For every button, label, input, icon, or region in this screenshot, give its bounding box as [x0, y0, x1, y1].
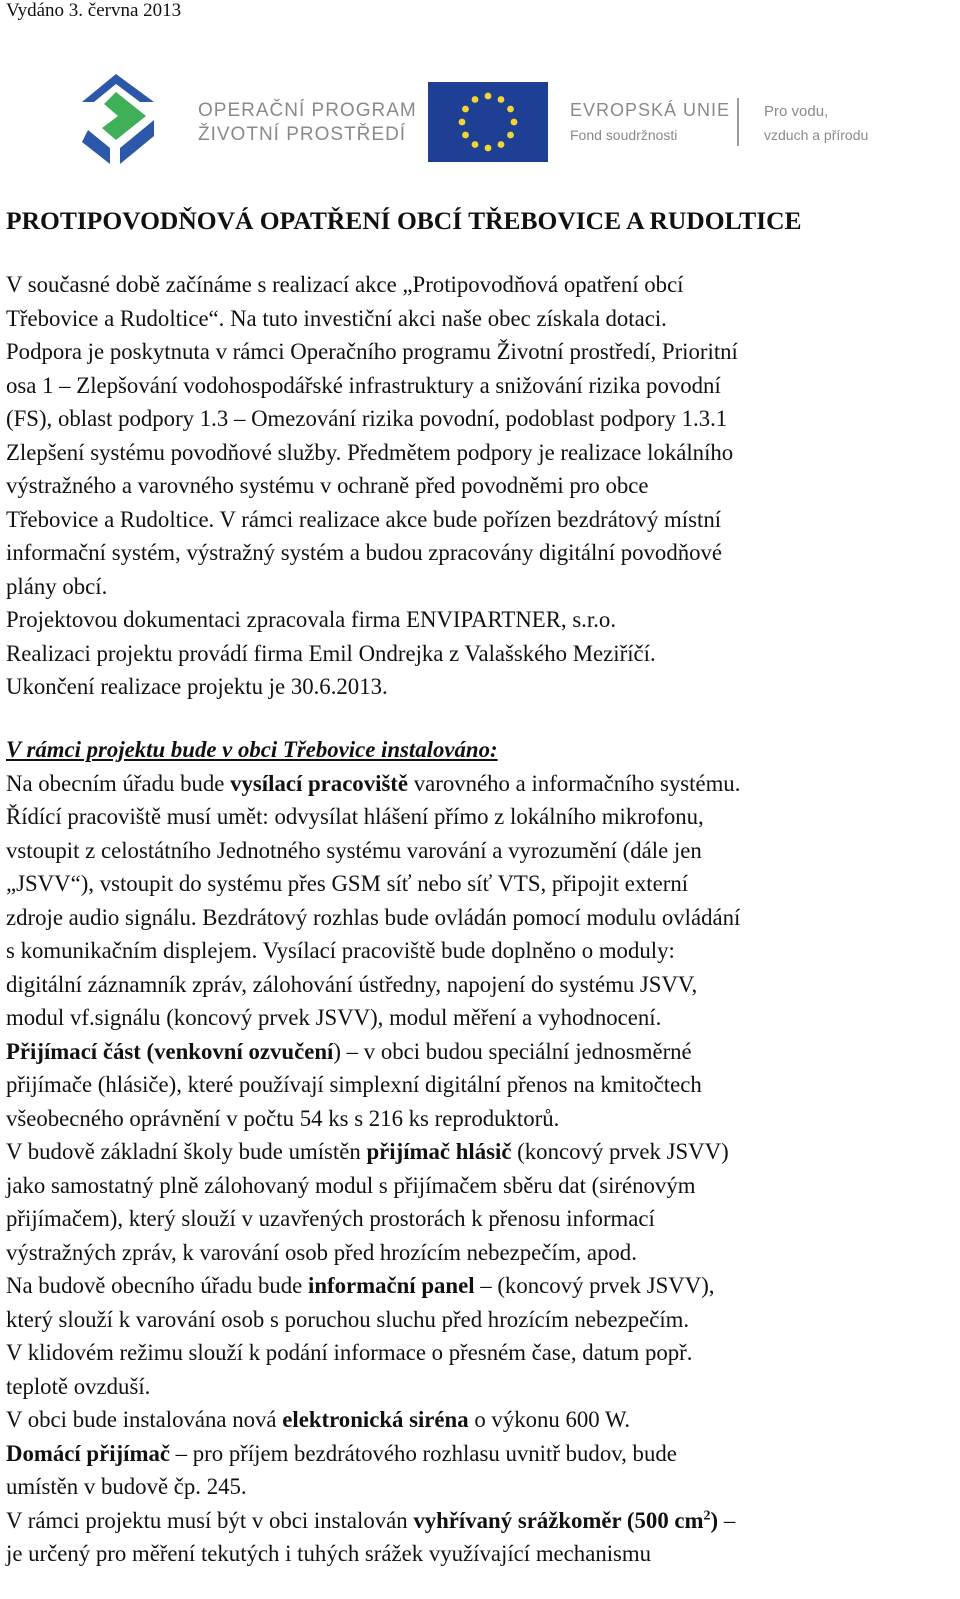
- text-line: zdroje audio signálu. Bezdrátový rozhlas bude ovládán pomocí modulu ovládání: [6, 904, 741, 930]
- key-term: přijímač hlásič: [366, 1139, 512, 1164]
- intro-line: informační systém, výstražný systém a budou zpracovány digitální povodňové: [6, 540, 723, 565]
- text-line: vstoupit z celostátního Jednotného systému varování a vyrozumění (dále jen: [6, 837, 702, 863]
- key-term: informační panel: [307, 1273, 475, 1298]
- intro-line: Třebovice a Rudoltice. V rámci realizace akce bude pořízen bezdrátový místní: [6, 506, 722, 532]
- eu-star-icon: [511, 119, 518, 126]
- intro-line: výstražného a varovného systému v ochraně před povodněmi pro obce: [6, 473, 649, 498]
- text-run: V obci bude instalována nová: [6, 1407, 283, 1432]
- eu-star-icon: [485, 145, 492, 152]
- text-run: V budově základní školy bude umístěn: [6, 1139, 367, 1164]
- intro-paragraph: [6, 268, 956, 704]
- eu-star-icon: [507, 106, 514, 113]
- key-term: Přijímací část (venkovní ozvučení: [6, 1038, 334, 1064]
- text-run: ) – v obci budou speciální jednosměrné: [333, 1038, 692, 1064]
- text-run: Na budově obecního úřadu bude: [6, 1273, 308, 1298]
- eu-star-icon: [472, 96, 479, 103]
- eu-star-icon: [459, 119, 466, 126]
- eu-star-icon: [507, 132, 514, 139]
- text-run: – pro příjem bezdrátového rozhlasu uvnitř budov, bude: [169, 1440, 677, 1466]
- text-line: umístěn v budově čp. 245.: [6, 1474, 247, 1499]
- text-run: – (koncový prvek JSVV),: [474, 1273, 715, 1298]
- intro-line: Třebovice a Rudoltice“. Na tuto investiční akci naše obec získala dotaci.: [6, 305, 667, 331]
- key-term: elektronická siréna: [282, 1407, 469, 1432]
- eu-flag-icon: [428, 82, 548, 162]
- text-line: jako samostatný plně zálohovaný modul s přijímačem sběru dat (sirénovým: [6, 1172, 696, 1198]
- text-line: přijímačem), který slouží v uzavřených prostorách k přenosu informací: [6, 1206, 655, 1231]
- text-run: V rámci projektu musí být v obci instalován: [6, 1507, 414, 1533]
- key-term: vysílací pracoviště: [230, 770, 409, 796]
- motto-line1: Pro vodu,: [764, 103, 829, 120]
- completion-date: Ukončení realizace projektu je 30.6.2013.: [6, 674, 388, 699]
- eu-star-icon: [462, 132, 469, 139]
- key-term: Domácí přijímač: [6, 1440, 170, 1466]
- text-line: „JSVV“), vstoupit do systému přes GSM síť nebo síť VTS, připojit externí: [6, 871, 689, 896]
- text-line: který slouží k varování osob s poruchou sluchu před hrozícím nebezpečím.: [6, 1306, 690, 1332]
- text-line: přijímače (hlásiče), které používají simplexní digitální přenos na kmitočtech: [6, 1072, 702, 1097]
- key-term: [413, 1508, 718, 1533]
- op-program-line1: OPERAČNÍ PROGRAM: [198, 100, 417, 121]
- text-run: –: [718, 1507, 736, 1533]
- text-line: výstražných zpráv, k varování osob před hrozícím nebezpečím, apod.: [6, 1239, 637, 1265]
- eu-line1: EVROPSKÁ UNIE: [570, 100, 731, 120]
- document-title: PROTIPOVODŇOVÁ OPATŘENÍ OBCÍ TŘEBOVICE A RUDOLTICE: [6, 206, 802, 235]
- text-line: všeobecného oprávnění v počtu 54 ks s 216 ks reproduktorů.: [6, 1105, 560, 1131]
- eu-star-icon: [472, 141, 479, 148]
- intro-line: plány obcí.: [6, 573, 108, 599]
- installation-section: [6, 733, 956, 1571]
- eu-star-icon: [498, 96, 505, 103]
- contractor-design: Projektovou dokumentaci zpracovala firma ENVIPARTNER, s.r.o.: [6, 607, 617, 632]
- intro-line: V současné době začínáme s realizací akce „Protipovodňová opatření obcí: [6, 272, 684, 297]
- text-line: Řídící pracoviště musí umět: odvysílat hlášení přímo z lokálního mikrofonu,: [6, 804, 704, 829]
- intro-line: (FS), oblast podpory 1.3 – Omezování rizika povodní, podoblast podpory 1.3.1: [6, 406, 728, 431]
- text-line: digitální záznamník zpráv, zálohování ústředny, napojení do systému JSVV,: [6, 971, 698, 997]
- text-run: varovného a informačního systému.: [408, 770, 741, 796]
- intro-line: osa 1 – Zlepšování vodohospodářské infrastruktury a snižování rizika povodní: [6, 372, 721, 398]
- text-run: Na obecním úřadu bude: [6, 770, 231, 796]
- text-line: V klidovém režimu slouží k podání informace o přesném čase, datum popř.: [6, 1340, 693, 1365]
- logo-banner: [80, 72, 900, 172]
- intro-line: Podpora je poskytnuta v rámci Operačního programu Životní prostředí, Prioritní: [6, 339, 738, 364]
- eu-star-icon: [498, 141, 505, 148]
- intro-line: Zlepšení systému povodňové služby. Předmětem podpory je realizace lokálního: [6, 439, 734, 465]
- text-line: s komunikačním displejem. Vysílací pracoviště bude doplněno o moduly:: [6, 938, 675, 963]
- op-zp-logo-icon: [82, 74, 154, 164]
- text-line: teplotě ovzduší.: [6, 1373, 151, 1399]
- superscript: 2: [703, 1507, 711, 1523]
- text-line: je určený pro měření tekutých i tuhých srážek využívající mechanismu: [6, 1541, 652, 1566]
- eu-star-icon: [462, 106, 469, 113]
- eu-star-icon: [485, 93, 492, 100]
- text-run: o výkonu 600 W.: [468, 1407, 631, 1432]
- text-run: vyhřívaný srážkoměr (500 cm: [413, 1507, 704, 1533]
- op-program-line2: ŽIVOTNÍ PROSTŘEDÍ: [198, 124, 407, 145]
- text-run: ): [710, 1507, 719, 1533]
- section-heading: V rámci projektu bude v obci Třebovice instalováno:: [6, 737, 498, 762]
- text-run: (koncový prvek JSVV): [511, 1139, 729, 1164]
- issue-date: Vydáno 3. června 2013: [6, 0, 182, 21]
- text-line: modul vf.signálu (koncový prvek JSVV), modul měření a vyhodnocení.: [6, 1005, 662, 1030]
- contractor-build: Realizaci projektu provádí firma Emil Ondrejka z Valašského Meziříčí.: [6, 640, 656, 666]
- motto-line2: vzduch a přírodu: [764, 127, 869, 143]
- eu-line2: Fond soudržnosti: [570, 127, 678, 143]
